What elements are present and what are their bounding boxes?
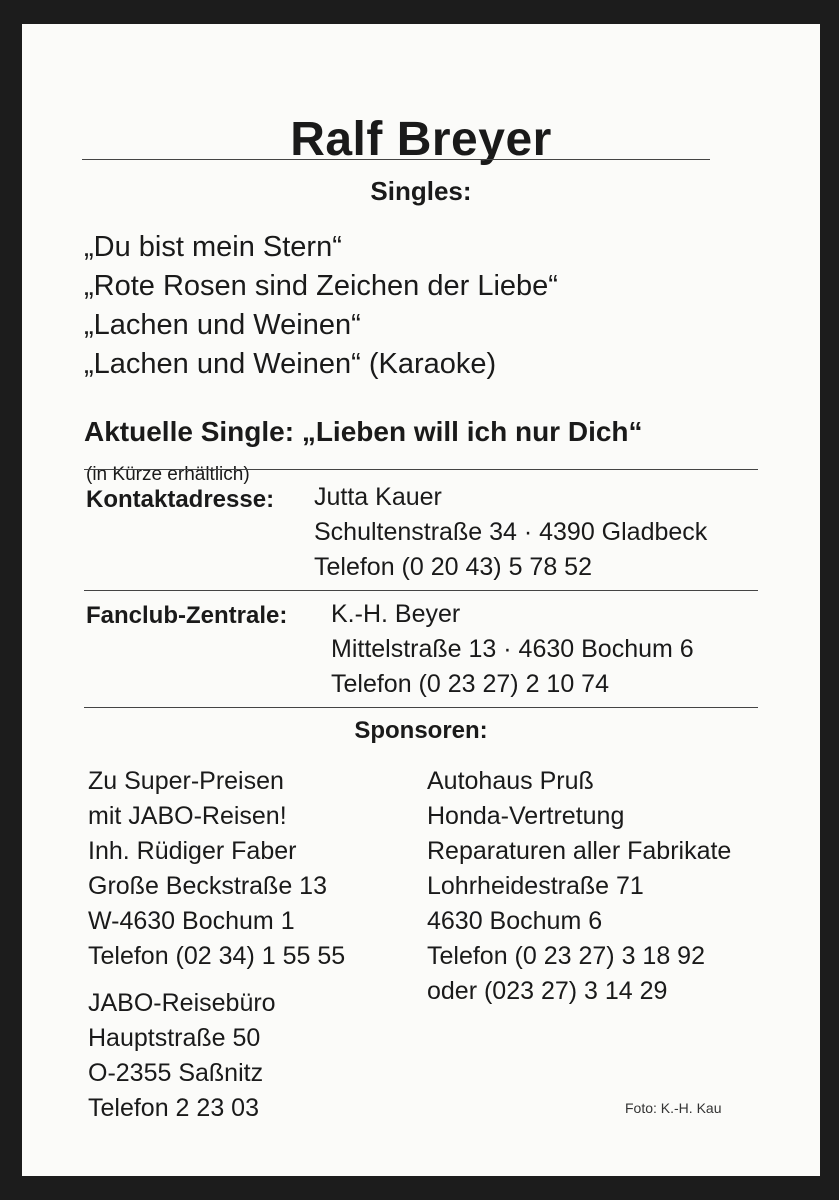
singles-heading: Singles: — [370, 176, 472, 206]
section-divider — [84, 590, 758, 591]
sponsor-right-line: 4630 Bochum 6 — [427, 907, 603, 935]
photo-credit: Foto: K.-H. Kau — [625, 1100, 722, 1116]
single-item: „Lachen und Weinen“ — [84, 309, 361, 341]
section-divider — [84, 707, 758, 708]
sponsor-left-line: Telefon (02 34) 1 55 55 — [88, 942, 346, 970]
sponsor-left-line: mit JABO-Reisen! — [88, 802, 287, 830]
sponsors-heading: Sponsoren: — [354, 717, 488, 744]
current-single: Aktuelle Single: „Lieben will ich nur Dich“ — [84, 416, 643, 447]
sponsor-right-line: Honda-Vertretung — [427, 802, 625, 830]
sponsor-left2-line: O-2355 Saßnitz — [88, 1059, 264, 1087]
sponsor-right-line: oder (023 27) 3 14 29 — [427, 977, 668, 1005]
single-item: „Rote Rosen sind Zeichen der Liebe“ — [84, 270, 558, 302]
contact-label: Kontaktadresse: — [86, 486, 275, 513]
sponsor-left-line: Große Beckstraße 13 — [88, 872, 327, 900]
sponsor-left2-line: JABO-Reisebüro — [88, 989, 276, 1017]
single-item: „Du bist mein Stern“ — [84, 231, 342, 263]
contact-name: Jutta Kauer — [314, 483, 442, 511]
section-divider — [84, 469, 758, 470]
sponsor-left-line: W-4630 Bochum 1 — [88, 907, 295, 935]
sponsor-right-line: Reparaturen aller Fabrikate — [427, 837, 732, 865]
fanclub-street: Mittelstraße 13 · 4630 Bochum 6 — [331, 635, 694, 663]
fanclub-phone: Telefon (0 23 27) 2 10 74 — [331, 670, 609, 698]
contact-phone: Telefon (0 20 43) 5 78 52 — [314, 553, 592, 581]
sponsor-left2-line: Hauptstraße 50 — [88, 1024, 261, 1052]
title-divider — [82, 159, 710, 160]
sponsor-left-line: Zu Super-Preisen — [88, 767, 284, 795]
fanclub-label: Fanclub-Zentrale: — [86, 602, 288, 629]
sponsor-right-line: Lohrheidestraße 71 — [427, 872, 644, 900]
fanclub-name: K.-H. Beyer — [331, 600, 461, 628]
page-title: Ralf Breyer — [290, 113, 552, 166]
sponsor-right-line: Autohaus Pruß — [427, 767, 594, 795]
contact-street: Schultenstraße 34 · 4390 Gladbeck — [314, 518, 708, 546]
sponsor-right-line: Telefon (0 23 27) 3 18 92 — [427, 942, 705, 970]
autograph-card — [22, 24, 820, 1176]
current-single-note: (in Kürze erhältlich) — [86, 464, 250, 485]
single-item: „Lachen und Weinen“ (Karaoke) — [84, 348, 497, 380]
sponsor-left-line: Inh. Rüdiger Faber — [88, 837, 297, 865]
sponsor-left2-line: Telefon 2 23 03 — [88, 1094, 259, 1122]
